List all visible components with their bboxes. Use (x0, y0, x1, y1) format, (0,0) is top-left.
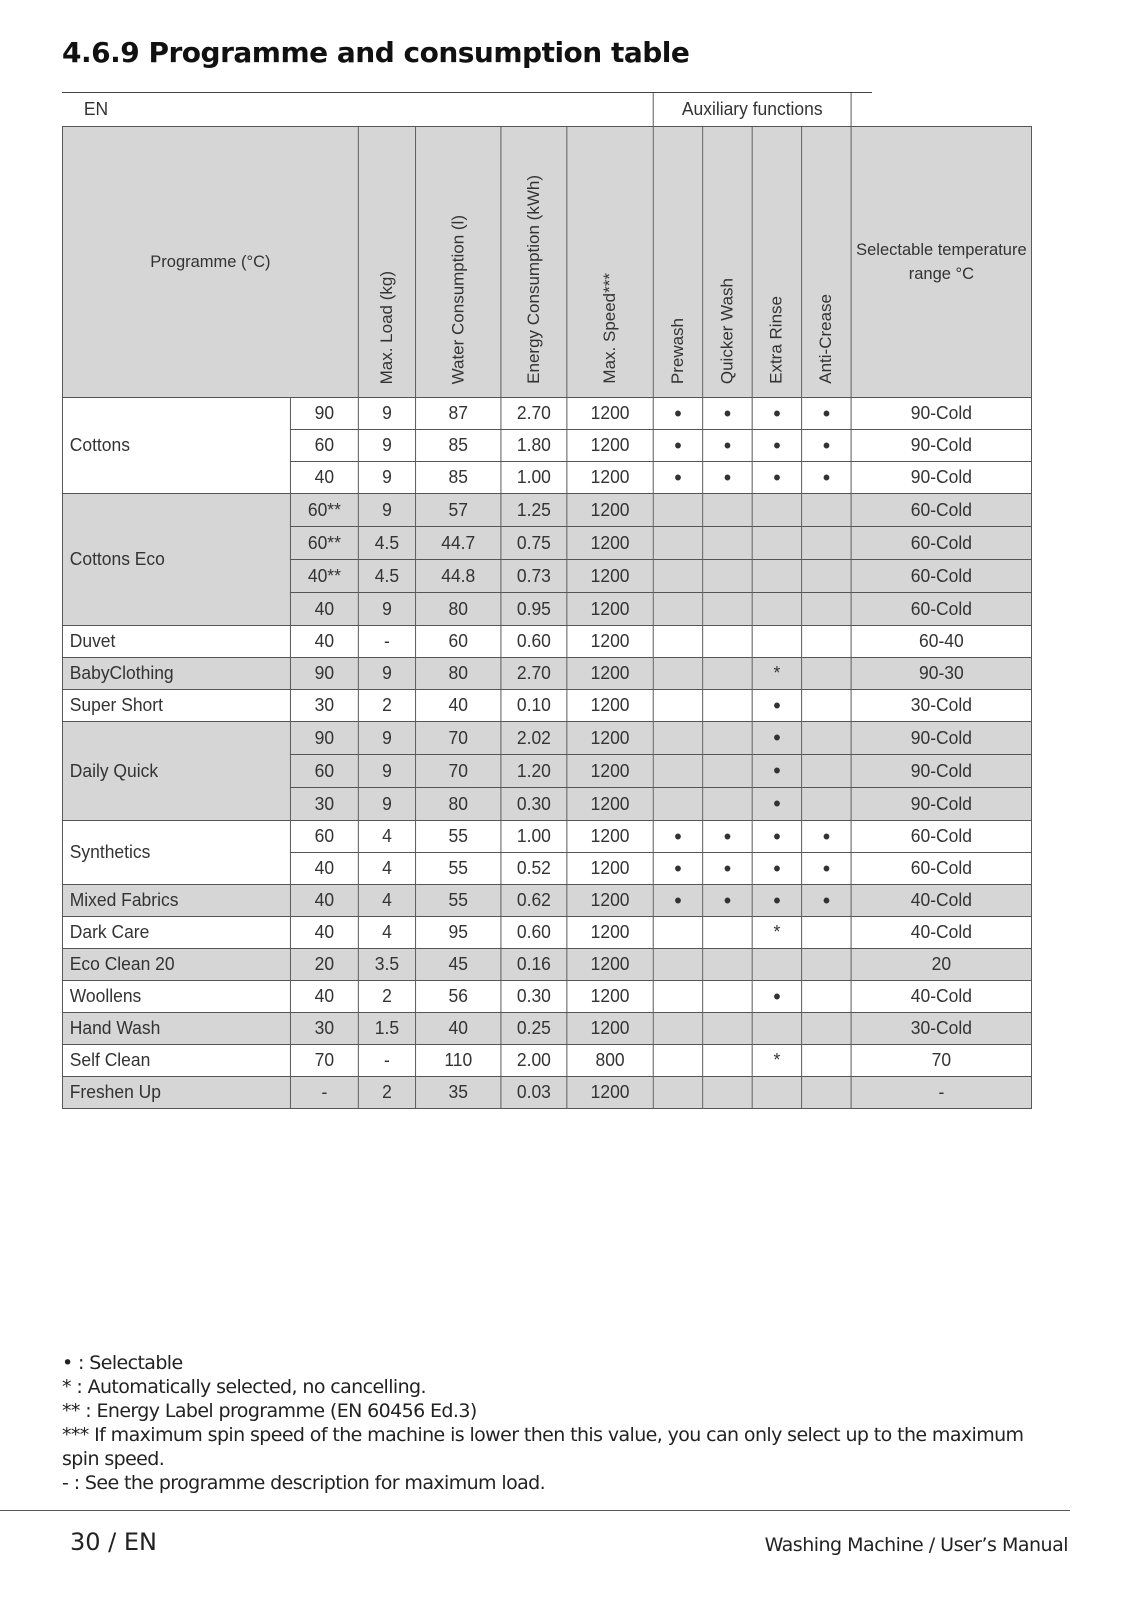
cell-max-load: 9 (358, 494, 415, 527)
cell-anti-crease: • (802, 821, 851, 853)
cell-max-speed: 1200 (567, 690, 653, 722)
cell-temperature: 40 (290, 853, 358, 885)
cell-anti-crease (802, 626, 851, 658)
cell-prewash (653, 788, 702, 821)
cell-extra-rinse: • (752, 821, 801, 853)
cell-prewash: • (653, 821, 702, 853)
cell-water: 60 (416, 626, 501, 658)
cell-max-speed: 1200 (567, 821, 653, 853)
cell-prewash (653, 722, 702, 755)
cell-energy: 0.25 (501, 1013, 567, 1045)
cell-prewash (653, 1013, 702, 1045)
cell-extra-rinse: • (752, 981, 801, 1013)
cell-anti-crease (802, 658, 851, 690)
cell-extra-rinse: • (752, 755, 801, 788)
cell-max-speed: 1200 (567, 917, 653, 949)
cell-quicker-wash: • (703, 462, 752, 494)
cell-temperature-range: 60-Cold (851, 527, 1031, 560)
cell-quicker-wash (703, 690, 752, 722)
cell-energy: 0.60 (501, 626, 567, 658)
cell-max-speed: 1200 (567, 1077, 653, 1109)
table-row (62, 658, 1031, 690)
cell-max-speed: 800 (567, 1045, 653, 1077)
cell-anti-crease (802, 722, 851, 755)
footnotes (62, 1351, 1062, 1495)
cell-prewash (653, 527, 702, 560)
cell-extra-rinse (752, 1077, 801, 1109)
cell-energy: 1.00 (501, 821, 567, 853)
cell-energy: 2.70 (501, 398, 567, 430)
cell-quicker-wash (703, 658, 752, 690)
col-extra-rinse: Extra Rinse (752, 127, 801, 398)
cell-temperature-range: 90-30 (851, 658, 1031, 690)
cell-max-speed: 1200 (567, 1013, 653, 1045)
cell-temperature-range: 40-Cold (851, 981, 1031, 1013)
cell-temperature-range: 90-Cold (851, 398, 1031, 430)
cell-anti-crease (802, 560, 851, 593)
cell-temperature-range: - (851, 1077, 1031, 1109)
cell-max-speed: 1200 (567, 593, 653, 626)
cell-energy: 1.25 (501, 494, 567, 527)
cell-anti-crease (802, 1045, 851, 1077)
cell-max-load: 9 (358, 462, 415, 494)
cell-temperature: 40 (290, 626, 358, 658)
cell-max-speed: 1200 (567, 755, 653, 788)
programme-name: BabyClothing (62, 658, 290, 690)
col-max-speed: Max. Speed*** (567, 127, 653, 398)
cell-water: 44.7 (416, 527, 501, 560)
cell-max-load: 9 (358, 430, 415, 462)
cell-temperature-range: 60-40 (851, 626, 1031, 658)
cell-extra-rinse: • (752, 398, 801, 430)
programme-name: Dark Care (62, 917, 290, 949)
cell-water: 80 (416, 593, 501, 626)
cell-prewash (653, 755, 702, 788)
cell-max-speed: 1200 (567, 494, 653, 527)
cell-energy: 2.70 (501, 658, 567, 690)
cell-extra-rinse: • (752, 430, 801, 462)
cell-max-speed: 1200 (567, 853, 653, 885)
footnote: - : See the programme description for maximum load. (62, 1472, 546, 1494)
cell-extra-rinse: • (752, 885, 801, 917)
cell-max-load: - (358, 1045, 415, 1077)
programme-name: Super Short (62, 690, 290, 722)
programme-name: Hand Wash (62, 1013, 290, 1045)
col-quicker-wash: Quicker Wash (703, 127, 752, 398)
cell-water: 85 (416, 462, 501, 494)
cell-max-load: 2 (358, 1077, 415, 1109)
table-row (62, 981, 1031, 1013)
table-row (62, 690, 1031, 722)
cell-quicker-wash (703, 626, 752, 658)
cell-quicker-wash (703, 1077, 752, 1109)
cell-max-load: 9 (358, 593, 415, 626)
cell-max-load: 4 (358, 885, 415, 917)
cell-anti-crease (802, 1077, 851, 1109)
cell-max-load: 9 (358, 722, 415, 755)
cell-temperature-range: 40-Cold (851, 885, 1031, 917)
cell-water: 40 (416, 690, 501, 722)
footnote: *** If maximum spin speed of the machine is lower then this value, you can only select up to the maximum spin speed. (62, 1424, 1024, 1470)
cell-anti-crease (802, 755, 851, 788)
col-max-load: Max. Load (kg) (358, 127, 415, 398)
cell-max-speed: 1200 (567, 398, 653, 430)
cell-water: 55 (416, 853, 501, 885)
cell-extra-rinse: • (752, 690, 801, 722)
cell-energy: 0.62 (501, 885, 567, 917)
cell-energy: 0.73 (501, 560, 567, 593)
manual-title: Washing Machine / User’s Manual (764, 1534, 1068, 1556)
cell-temperature-range: 60-Cold (851, 853, 1031, 885)
cell-temperature: 90 (290, 398, 358, 430)
cell-extra-rinse (752, 560, 801, 593)
table-row (62, 398, 1031, 430)
cell-max-load: 4.5 (358, 527, 415, 560)
cell-extra-rinse: * (752, 658, 801, 690)
cell-max-speed: 1200 (567, 626, 653, 658)
table-row (62, 494, 1031, 527)
cell-anti-crease (802, 981, 851, 1013)
cell-max-load: 9 (358, 788, 415, 821)
cell-temperature: 60** (290, 527, 358, 560)
cell-prewash (653, 949, 702, 981)
cell-temperature: 40 (290, 917, 358, 949)
cell-max-speed: 1200 (567, 981, 653, 1013)
cell-temperature: 60 (290, 755, 358, 788)
cell-energy: 0.95 (501, 593, 567, 626)
col-energy: Energy Consumption (kWh) (501, 127, 567, 398)
cell-max-load: 4 (358, 853, 415, 885)
cell-water: 70 (416, 722, 501, 755)
cell-water: 35 (416, 1077, 501, 1109)
cell-temperature-range: 90-Cold (851, 788, 1031, 821)
cell-temperature: 70 (290, 1045, 358, 1077)
cell-temperature: 90 (290, 722, 358, 755)
cell-water: 45 (416, 949, 501, 981)
cell-max-load: 9 (358, 658, 415, 690)
cell-max-load: 1.5 (358, 1013, 415, 1045)
col-temperature-range: Selectable temperature range °C (851, 127, 1031, 398)
cell-max-speed: 1200 (567, 430, 653, 462)
cell-temperature-range: 60-Cold (851, 593, 1031, 626)
cell-temperature: 60 (290, 821, 358, 853)
cell-max-speed: 1200 (567, 788, 653, 821)
cell-prewash (653, 494, 702, 527)
cell-prewash (653, 917, 702, 949)
page-title: 4.6.9 Programme and consumption table (62, 36, 690, 69)
cell-max-load: 2 (358, 690, 415, 722)
programme-name: Cottons (62, 398, 290, 494)
cell-quicker-wash (703, 494, 752, 527)
cell-anti-crease (802, 494, 851, 527)
cell-extra-rinse (752, 1013, 801, 1045)
footnote: • : Selectable (62, 1352, 183, 1374)
cell-quicker-wash: • (703, 885, 752, 917)
cell-prewash (653, 981, 702, 1013)
cell-prewash: • (653, 462, 702, 494)
cell-extra-rinse (752, 626, 801, 658)
cell-energy: 0.03 (501, 1077, 567, 1109)
cell-prewash (653, 690, 702, 722)
cell-anti-crease (802, 788, 851, 821)
programme-name: Duvet (62, 626, 290, 658)
cell-temperature: 60** (290, 494, 358, 527)
programme-name: Daily Quick (62, 722, 290, 821)
cell-quicker-wash (703, 755, 752, 788)
cell-water: 87 (416, 398, 501, 430)
cell-quicker-wash (703, 917, 752, 949)
cell-anti-crease (802, 917, 851, 949)
cell-temperature: 20 (290, 949, 358, 981)
cell-anti-crease: • (802, 885, 851, 917)
cell-prewash (653, 626, 702, 658)
cell-energy: 1.00 (501, 462, 567, 494)
cell-temperature: 40 (290, 462, 358, 494)
col-anti-crease: Anti-Crease (802, 127, 851, 398)
cell-water: 44.8 (416, 560, 501, 593)
cell-prewash (653, 658, 702, 690)
cell-anti-crease: • (802, 430, 851, 462)
cell-energy: 0.75 (501, 527, 567, 560)
cell-temperature-range: 70 (851, 1045, 1031, 1077)
cell-extra-rinse: * (752, 1045, 801, 1077)
cell-anti-crease: • (802, 853, 851, 885)
cell-temperature-range: 90-Cold (851, 722, 1031, 755)
cell-quicker-wash (703, 1013, 752, 1045)
cell-extra-rinse: • (752, 462, 801, 494)
cell-temperature-range: 40-Cold (851, 917, 1031, 949)
cell-temperature: 40 (290, 593, 358, 626)
cell-extra-rinse: * (752, 917, 801, 949)
cell-max-load: 9 (358, 755, 415, 788)
cell-quicker-wash: • (703, 821, 752, 853)
cell-energy: 0.30 (501, 788, 567, 821)
cell-prewash (653, 560, 702, 593)
auxiliary-functions-header: Auxiliary functions (653, 93, 851, 127)
programme-name: Eco Clean 20 (62, 949, 290, 981)
cell-extra-rinse: • (752, 788, 801, 821)
cell-quicker-wash (703, 560, 752, 593)
cell-energy: 0.60 (501, 917, 567, 949)
cell-energy: 0.30 (501, 981, 567, 1013)
cell-water: 57 (416, 494, 501, 527)
cell-quicker-wash (703, 593, 752, 626)
cell-water: 56 (416, 981, 501, 1013)
cell-energy: 0.52 (501, 853, 567, 885)
cell-extra-rinse: • (752, 853, 801, 885)
cell-prewash (653, 1077, 702, 1109)
cell-water: 70 (416, 755, 501, 788)
cell-quicker-wash (703, 527, 752, 560)
cell-temperature: 40** (290, 560, 358, 593)
cell-energy: 1.20 (501, 755, 567, 788)
col-programme: Programme (°C) (62, 127, 358, 398)
cell-temperature-range: 90-Cold (851, 462, 1031, 494)
page-number: 30 / EN (70, 1528, 157, 1556)
cell-temperature: 40 (290, 981, 358, 1013)
cell-max-load: 4.5 (358, 560, 415, 593)
table-row (62, 1045, 1031, 1077)
cell-anti-crease (802, 1013, 851, 1045)
table-row (62, 949, 1031, 981)
programme-name: Freshen Up (62, 1077, 290, 1109)
cell-temperature: - (290, 1077, 358, 1109)
cell-water: 95 (416, 917, 501, 949)
cell-max-speed: 1200 (567, 527, 653, 560)
cell-water: 40 (416, 1013, 501, 1045)
cell-temperature-range: 90-Cold (851, 430, 1031, 462)
programme-name: Mixed Fabrics (62, 885, 290, 917)
cell-temperature-range: 60-Cold (851, 821, 1031, 853)
cell-anti-crease: • (802, 462, 851, 494)
footnote: * : Automatically selected, no cancelling. (62, 1376, 426, 1398)
table-row (62, 885, 1031, 917)
cell-extra-rinse (752, 494, 801, 527)
cell-quicker-wash (703, 788, 752, 821)
cell-anti-crease (802, 949, 851, 981)
cell-anti-crease (802, 593, 851, 626)
col-prewash: Prewash (653, 127, 702, 398)
cell-temperature-range: 90-Cold (851, 755, 1031, 788)
cell-energy: 0.16 (501, 949, 567, 981)
cell-quicker-wash (703, 949, 752, 981)
cell-energy: 1.80 (501, 430, 567, 462)
cell-quicker-wash (703, 981, 752, 1013)
cell-anti-crease: • (802, 398, 851, 430)
table-row (62, 1013, 1031, 1045)
cell-quicker-wash: • (703, 430, 752, 462)
cell-temperature-range: 30-Cold (851, 1013, 1031, 1045)
cell-temperature: 60 (290, 430, 358, 462)
cell-energy: 2.00 (501, 1045, 567, 1077)
cell-prewash: • (653, 885, 702, 917)
table-row (62, 1077, 1031, 1109)
cell-max-speed: 1200 (567, 658, 653, 690)
cell-water: 55 (416, 821, 501, 853)
cell-temperature: 30 (290, 788, 358, 821)
cell-temperature: 90 (290, 658, 358, 690)
cell-prewash: • (653, 398, 702, 430)
cell-max-speed: 1200 (567, 722, 653, 755)
cell-max-load: 2 (358, 981, 415, 1013)
programme-name: Cottons Eco (62, 494, 290, 626)
cell-energy: 0.10 (501, 690, 567, 722)
cell-quicker-wash (703, 722, 752, 755)
language-label: EN (62, 93, 653, 127)
col-water: Water Consumption (l) (416, 127, 501, 398)
cell-quicker-wash: • (703, 398, 752, 430)
cell-temperature-range: 60-Cold (851, 494, 1031, 527)
cell-max-speed: 1200 (567, 462, 653, 494)
cell-max-speed: 1200 (567, 885, 653, 917)
cell-energy: 2.02 (501, 722, 567, 755)
cell-quicker-wash (703, 1045, 752, 1077)
cell-prewash (653, 1045, 702, 1077)
cell-extra-rinse: • (752, 722, 801, 755)
cell-max-load: 4 (358, 917, 415, 949)
cell-anti-crease (802, 527, 851, 560)
cell-max-load: 9 (358, 398, 415, 430)
cell-water: 80 (416, 658, 501, 690)
cell-temperature: 40 (290, 885, 358, 917)
cell-temperature-range: 60-Cold (851, 560, 1031, 593)
table-row (62, 917, 1031, 949)
footer-rule (0, 1510, 1070, 1511)
cell-max-speed: 1200 (567, 949, 653, 981)
cell-prewash: • (653, 430, 702, 462)
table-row (62, 626, 1031, 658)
table-row (62, 722, 1031, 755)
cell-prewash (653, 593, 702, 626)
cell-temperature-range: 20 (851, 949, 1031, 981)
programme-name: Self Clean (62, 1045, 290, 1077)
programme-name: Synthetics (62, 821, 290, 885)
programme-table (62, 93, 1032, 1109)
cell-max-load: 4 (358, 821, 415, 853)
footnote: ** : Energy Label programme (EN 60456 Ed.3) (62, 1400, 477, 1422)
cell-temperature-range: 30-Cold (851, 690, 1031, 722)
cell-water: 80 (416, 788, 501, 821)
cell-max-speed: 1200 (567, 560, 653, 593)
cell-water: 85 (416, 430, 501, 462)
cell-anti-crease (802, 690, 851, 722)
cell-water: 110 (416, 1045, 501, 1077)
cell-temperature: 30 (290, 690, 358, 722)
cell-max-load: 3.5 (358, 949, 415, 981)
cell-extra-rinse (752, 593, 801, 626)
programme-name: Woollens (62, 981, 290, 1013)
cell-quicker-wash: • (703, 853, 752, 885)
cell-extra-rinse (752, 527, 801, 560)
cell-max-load: - (358, 626, 415, 658)
cell-extra-rinse (752, 949, 801, 981)
table-row (62, 821, 1031, 853)
cell-temperature: 30 (290, 1013, 358, 1045)
cell-prewash: • (653, 853, 702, 885)
cell-water: 55 (416, 885, 501, 917)
